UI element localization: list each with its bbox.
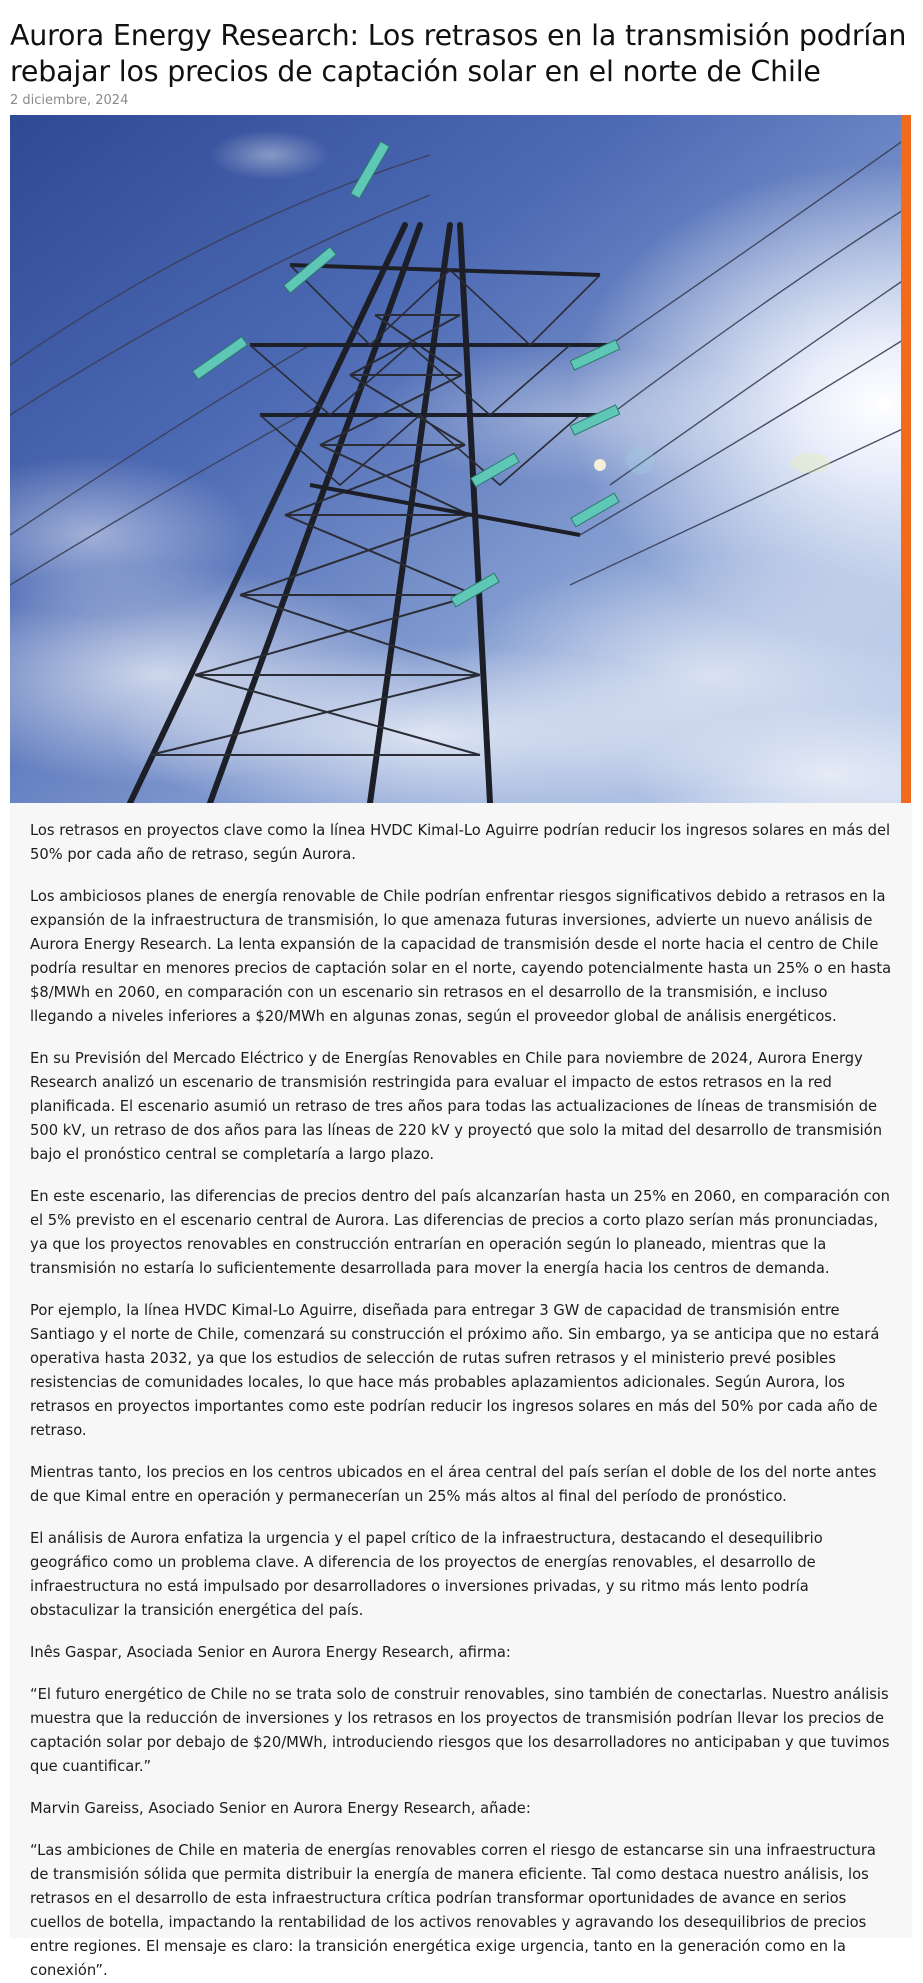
article-header (0, 0, 923, 110)
article-paragraph: Inês Gaspar, Asociada Senior en Aurora Energy Research, afirma: (30, 1644, 511, 1661)
article-paragraph: En su Previsión del Mercado Eléctrico y de Energías Renovables en Chile para noviembre de 2024, Aurora Energy Research analizó un escenario de transmisión restringida para evaluar el impacto de estos retrasos en la red planificada. El escenario asumió un retraso de tres años para todas las actualizaciones de líneas de transmisión de 500 kV, un retraso de dos años para las líneas de 220 kV y proyectó que solo la mitad del desarrollo de transmisión bajo el pronóstico central se completaría a largo plazo. (30, 1050, 883, 1163)
article-paragraph: Por ejemplo, la línea HVDC Kimal-Lo Aguirre, diseñada para entregar 3 GW de capacidad de transmisión entre Santiago y el norte de Chile, comenzará su construcción el próximo año. Sin embargo, ya se anticipa que no estará operativa hasta 2032, ya que los estudios de selección de rutas sufren retrasos y el ministerio prevé posibles resistencias de comunidades locales, lo que hace más probables aplazamientos adicionales. Según Aurora, los retrasos en proyectos importantes como este podrían reducir los ingresos solares en más del 50% por cada año de retraso. (30, 1302, 880, 1439)
article-paragraph: En este escenario, las diferencias de precios dentro del país alcanzarían hasta un 25% en 2060, en comparación con el 5% previsto en el escenario central de Aurora. Las diferencias de precios a corto plazo serían más pronunciadas, ya que los proyectos renovables en construcción entrarían en operación según lo planeado, mientras que la transmisión no estaría lo suficientemente desarrollada para mover la energía hacia los centros de demanda. (30, 1188, 890, 1277)
article-paragraph: El análisis de Aurora enfatiza la urgencia y el papel crítico de la infraestructura, destacando el desequilibrio geográfico como un problema clave. A diferencia de los proyectos de energías renovables, el desarrollo de infraestructura no está impulsado por desarrolladores o inversiones privadas, y su ritmo más lento podría obstaculizar la transición energética del país. (30, 1530, 823, 1619)
accent-bar (901, 115, 911, 806)
power-tower-illustration (10, 115, 911, 803)
article-paragraph: Marvin Gareiss, Asociado Senior en Aurora Energy Research, añade: (30, 1800, 531, 1817)
article-quote: “El futuro energético de Chile no se trata solo de construir renovables, sino también de conectarlas. Nuestro análisis muestra que la reducción de inversiones y los retrasos en los proyectos de transmisión podrían llevar los precios de captación solar por debajo de $20/MWh, introduciendo riesgos que los desarrolladores no anticipaban y que tuvimos que cuantificar.” (30, 1686, 890, 1775)
article-title: Aurora Energy Research: Los retrasos en la transmisión podrían rebajar los precios de captación solar en el norte de Chile (10, 19, 907, 88)
hero-image (10, 115, 911, 803)
article-paragraph: Los ambiciosos planes de energía renovable de Chile podrían enfrentar riesgos significativos debido a retrasos en la expansión de la infraestructura de transmisión, lo que amenaza futuras inversiones, advierte un nuevo análisis de Aurora Energy Research. La lenta expansión de la capacidad de transmisión desde el norte hacia el centro de Chile podría resultar en menores precios de captación solar en el norte, cayendo potencialmente hasta un 25% o en hasta $8/MWh en 2060, en comparación con un escenario sin retrasos en el desarrollo de la transmisión, e incluso llegando a niveles inferiores a $20/MWh en algunas zonas, según el proveedor global de análisis energéticos. (30, 888, 892, 1025)
article-paragraph: Mientras tanto, los precios en los centros ubicados en el área central del país serían el doble de los del norte antes de que Kimal entre en operación y permanecerían un 25% más altos al final del período de pronóstico. (30, 1464, 877, 1505)
article-date: 2 diciembre, 2024 (10, 93, 129, 108)
article-body (10, 803, 912, 1979)
article-paragraph: Los retrasos en proyectos clave como la línea HVDC Kimal-Lo Aguirre podrían reducir los ingresos solares en más del 50% por cada año de retraso, según Aurora. (30, 822, 891, 863)
article-quote: “Las ambiciones de Chile en materia de energías renovables corren el riesgo de estancarse sin una infraestructura de transmisión sólida que permita distribuir la energía de manera eficiente. Tal como destaca nuestro análisis, los retrasos en el desarrollo de esta infraestructura crítica podrían transformar oportunidades de avance en serios cuellos de botella, impactando la rentabilidad de los activos renovables y agravando los desequilibrios de precios entre regiones. El mensaje es claro: la transición energética exige urgencia, tanto en la generación como en la conexión”. (30, 1842, 876, 1979)
